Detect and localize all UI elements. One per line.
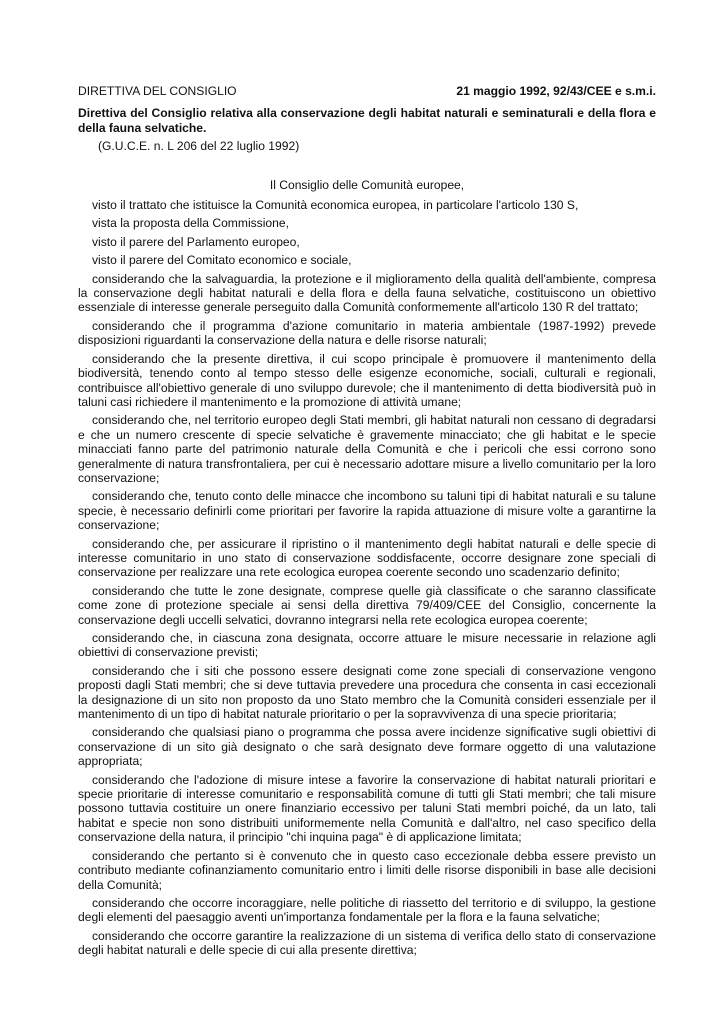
gazette-reference: (G.U.C.E. n. L 206 del 22 luglio 1992) [98, 139, 300, 154]
paragraph: considerando che, tenuto conto delle minacce che incombono su taluni tipi di habitat naturali e su talune specie, è necessario definirli come prioritari per favorire la rapida attuazione di misure volte a garantirne la conservazione; [78, 489, 656, 533]
paragraph: considerando che l'adozione di misure intese a favorire la conservazione di habitat naturali prioritari e specie prioritarie di interesse comunitario e responsabilità comune di tutti gli Stati membri; che tali misure possono tuttavia costituire un onere finanziario eccessivo per taluni Stati membri poiché, da un lato, tali habitat e specie non sono distribuiti uniformemente nella Comunità e dall'altro, nel caso specifico della conservazione della natura, il principio "chi inquina paga" è di applicazione limitata; [78, 772, 656, 845]
paragraph: considerando che tutte le zone designate, comprese quelle già classificate o che saranno classificate come zone di protezione speciale ai sensi della direttiva 79/409/CEE del Consiglio, concernente la conservazione degli uccelli selvatici, dovranno integrarsi nella rete ecologica europea coerente; [78, 583, 656, 627]
document-reference: 21 maggio 1992, 92/43/CEE e s.m.i. [456, 84, 656, 98]
paragraph: considerando che, in ciascuna zona designata, occorre attuare le misure necessarie in relazione agli obiettivi di conservazione previsti; [78, 631, 656, 660]
paragraph: considerando che la salvaguardia, la protezione e il miglioramento della qualità dell'ambiente, compresa la conservazione degli habitat naturali e della flora e della fauna selvatiche, costituiscono un obiettivo essenziale di interesse generale perseguito dalla Comunità conformemente all'articolo 130 R del trattato; [78, 271, 656, 315]
paragraph: visto il parere del Comitato economico e sociale, [92, 253, 352, 268]
paragraph: visto il parere del Parlamento europeo, [92, 234, 300, 249]
paragraph: considerando che la presente direttiva, il cui scopo principale è promuovere il mantenimento della biodiversità, tenendo conto al tempo stesso delle esigenze economiche, sociali, culturali e regionali, contribuisce all'obiettivo generale di uno sviluppo durevole; che il mantenimento di detta biodiversità può in taluni casi richiedere il mantenimento e la promozione di attività umane; [78, 351, 656, 409]
paragraph: considerando che qualsiasi piano o programma che possa avere incidenze significative sugli obiettivi di conservazione di un sito già designato o che sarà designato deve formare oggetto di una valutazione appropriata; [78, 725, 656, 769]
document-page [78, 84, 656, 962]
document-title: Direttiva del Consiglio relativa alla conservazione degli habitat naturali e seminaturali e della flora e della fauna selvatiche. [78, 106, 656, 135]
paragraph: vista la proposta della Commissione, [92, 216, 289, 231]
council-heading: Il Consiglio delle Comunità europee, [269, 177, 465, 192]
paragraph: considerando che pertanto si è convenuto che in questo caso eccezionale debba essere previsto un contributo mediante cofinanziamento comunitario entro i limiti delle risorse disponibili in base alle decisioni della Comunità; [78, 848, 656, 892]
paragraph: considerando che, nel territorio europeo degli Stati membri, gli habitat naturali non cessano di degradarsi e che un numero crescente di specie selvatiche è gravemente minacciato; che gli habitat e le specie minacciati fanno parte del patrimonio naturale della Comunità e che i pericoli che essi corrono sono generalmente di natura transfrontaliera, per cui è necessario adottare misure a livello comunitario per la loro conservazione; [78, 413, 656, 485]
paragraph: considerando che occorre incoraggiare, nelle politiche di riassetto del territorio e di sviluppo, la gestione degli elementi del paesaggio aventi un'importanza fondamentale per la flora e la fauna selvatiche; [78, 895, 656, 925]
paragraph: visto il trattato che istituisce la Comunità economica europea, in particolare l'articolo 130 S, [92, 198, 579, 213]
paragraph: considerando che il programma d'azione comunitario in materia ambientale (1987-1992) prevede disposizioni riguardanti la conservazione della natura e delle risorse naturali; [78, 318, 656, 348]
paragraph: considerando che occorre garantire la realizzazione di un sistema di verifica dello stato di conservazione degli habitat naturali e delle specie di cui alla presente direttiva; [78, 928, 656, 958]
paragraph: considerando che, per assicurare il ripristino o il mantenimento degli habitat naturali e delle specie di interesse comunitario in uno stato di conservazione soddisfacente, occorre designare zone speciali di conservazione per realizzare una rete ecologica europea coerente secondo uno scadenzario definito; [78, 536, 656, 580]
recitals [78, 198, 656, 958]
document-type: DIRETTIVA DEL CONSIGLIO [78, 84, 237, 98]
document-header [78, 84, 656, 98]
paragraph: considerando che i siti che possono essere designati come zone speciali di conservazione vengono proposti dagli Stati membri; che si deve tuttavia prevedere una procedura che consenta in casi eccezionali la designazione di un sito non proposto da uno Stato membro che la Comunità consideri essenziale per il mantenimento di un tipo di habitat naturale prioritario o per la sopravvivenza di una specie prioritaria; [78, 663, 656, 722]
